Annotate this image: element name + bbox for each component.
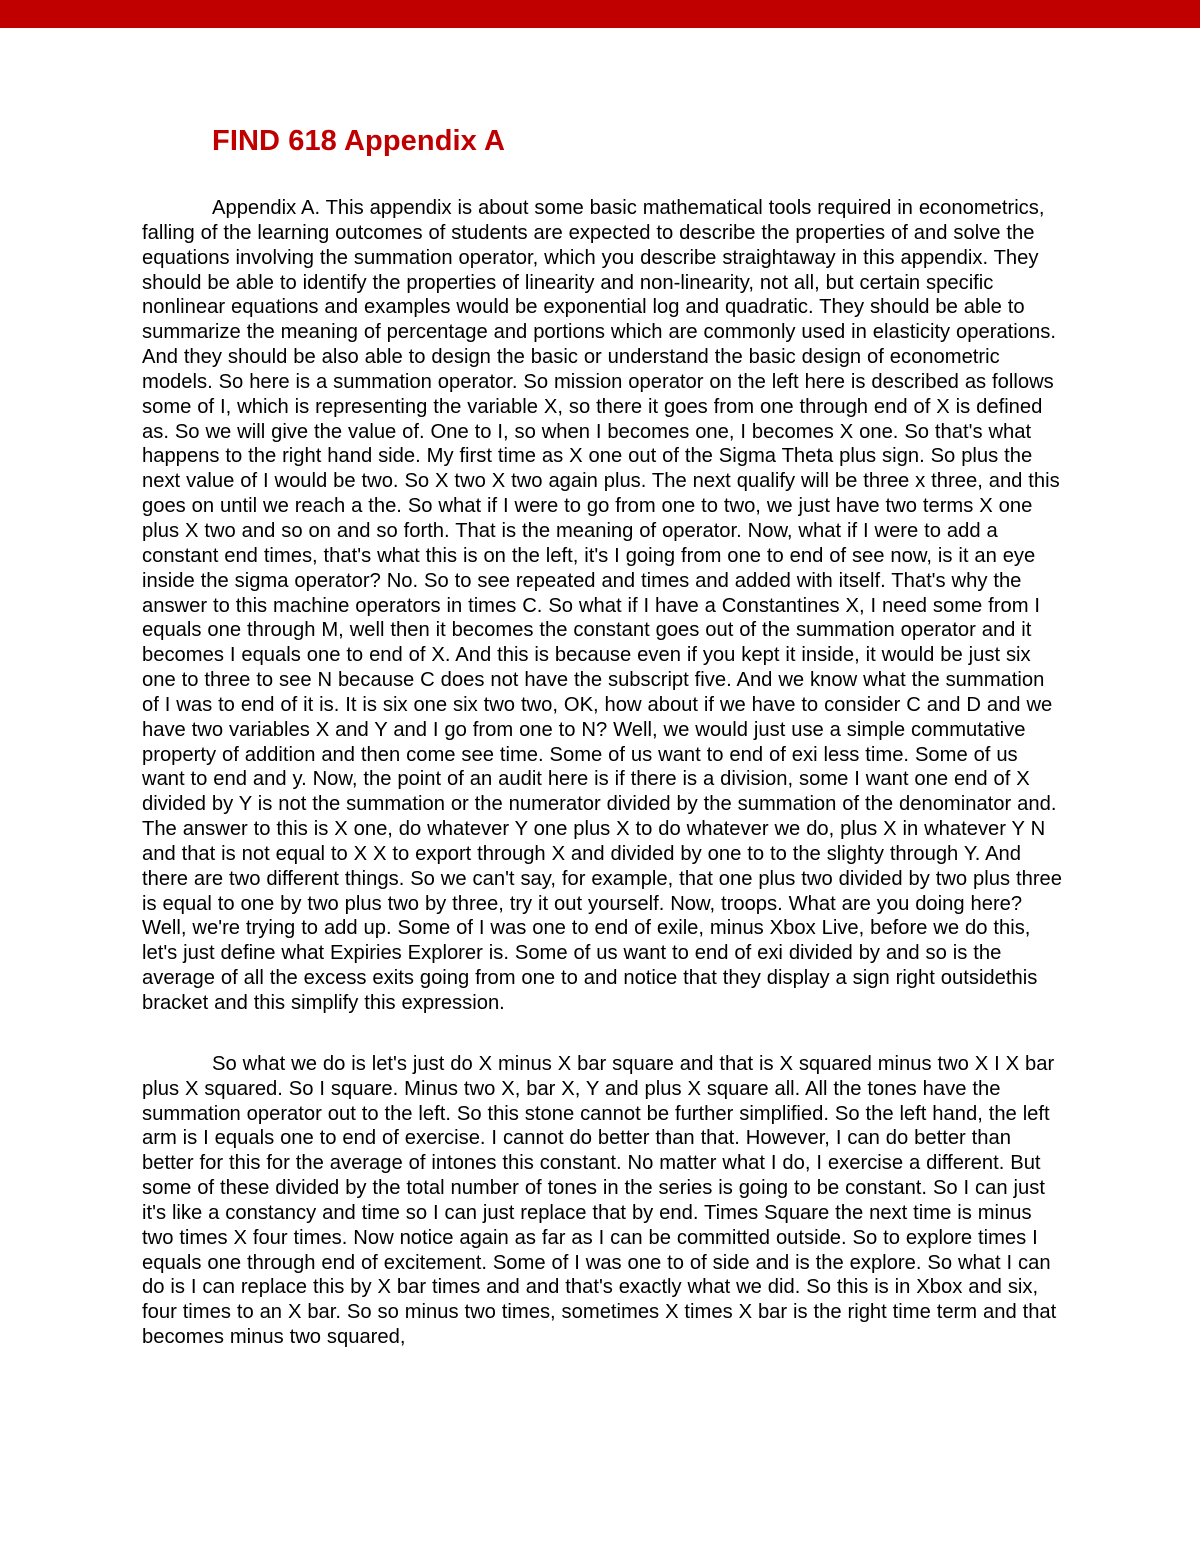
header-accent-bar (0, 0, 1200, 28)
paragraph-1: Appendix A. This appendix is about some basic mathematical tools required in econometrics, falling of the learning outcomes of students are expected to describe the properties of and solve the equations involving the summation operator, which you describe straightaway in this appendix. They should be able to identify the properties of linearity and non-linearity, not all, but certain specific nonlinear equations and examples would be exponential log and quadratic. They should be able to summarize the meaning of percentage and portions which are commonly used in elasticity operations. And they should be also able to design the basic or understand the basic design of econometric models. So here is a summation operator. So mission operator on the left here is described as follows some of I, which is representing the variable X, so there it goes from one through end of X is defined as. So we will give the value of. One to I, so when I becomes one, I becomes X one. So that's what happens to the right hand side. My first time as X one out of the Sigma Theta plus sign. So plus the next value of I would be two. So X two X two again plus. The next qualify will be three x three, and this goes on until we reach a the. So what if I were to go from one to two, we just have two terms X one plus X two and so on and so forth. That is the meaning of operator. Now, what if I were to add a constant end times, that's what this is on the left, it's I going from one to end of see now, is it an eye inside the sigma operator? No. So to see repeated and times and added with itself. That's why the answer to this machine operators in times C. So what if I have a Constantines X, I need some from I equals one through M, well then it becomes the constant goes out of the summation operator and it becomes I equals one to end of X. And this is because even if you kept it inside, it would be just six one to three to see N because C does not have the subscript five. And we know what the summation of I was to end of it is. It is six one six two two, OK, how about if we have to consider C and D and we have two variables X and Y and I go from one to N? Well, we would just use a simple commutative property of addition and then come see time. Some of us want to end of exi less time. Some of us want to end and y. Now, the point of an audit here is if there is a division, some I want one end of X divided by Y is not the summation or the numerator divided by the summation of the denominator and. The answer to this is X one, do whatever Y one plus X to do whatever we do, plus X in whatever Y N and that is not equal to X X to export through X and divided by one to to the slighty through Y. And there are two different things. So we can't say, for example, that one plus two divided by two plus three is equal to one by two plus two by three, try it out yourself. Now, troops. What are you doing here? Well, we're trying to add up. Some of I was one to end of exile, minus Xbox Live, before we do this, let's just define what Expiries Explorer is. Some of us want to end of exi divided by and so is the average of all the excess exits going from one to and notice that they display a sign right outsidethis bracket and this simplify this expression. (142, 197, 1062, 1014)
document-page (142, 122, 1064, 1350)
document-title: FIND 618 Appendix A (212, 125, 506, 157)
paragraph-2: So what we do is let's just do X minus X bar square and that is X squared minus two X I X bar plus X squared. So I square. Minus two X, bar X, Y and plus X square all. All the tones have the summation operator out to the left. So this stone cannot be further simplified. So the left hand, the left arm is I equals one to end of exercise. I cannot do better than that. However, I can do better than better for this for the average of intones this constant. No matter what I do, I exercise a different. But some of these divided by the total number of tones in the series is going to be constant. So I can just it's like a constancy and time so I can just replace that by end. Times Square the next time is minus two times X four times. Now notice again as far as I can be committed outside. So to explore times I equals one through end of excitement. Some of I was one to of side and is the explore. So what I can do is I can replace this by X bar times and and that's exactly what we did. So this is in Xbox and six, four times to an X bar. So so minus two times, sometimes X times X bar is the right time term and that becomes minus two squared, (142, 1052, 1057, 1349)
